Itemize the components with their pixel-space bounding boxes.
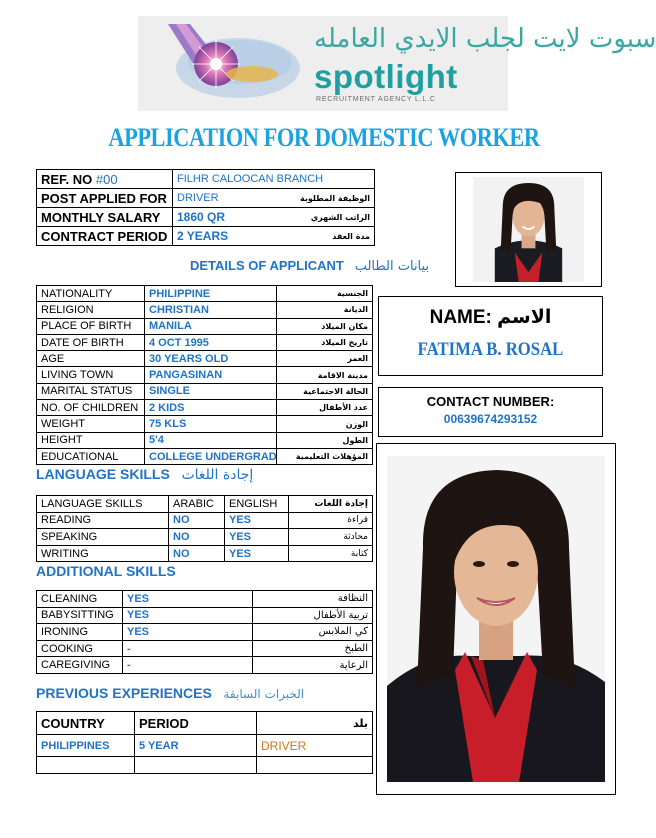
details-heading-text: DETAILS OF APPLICANT bbox=[190, 258, 344, 273]
detail-label: EDUCATIONAL bbox=[37, 448, 145, 464]
contact-label: CONTACT NUMBER: bbox=[426, 394, 555, 409]
contract-value: 2 YEARS bbox=[173, 227, 339, 246]
spotlight-logo-icon bbox=[146, 22, 306, 108]
detail-label: MARITAL STATUS bbox=[37, 383, 145, 399]
lang-header-arabic: إجادة اللغات bbox=[289, 496, 373, 513]
table-row bbox=[37, 189, 375, 208]
skill-label: BABYSITTING bbox=[37, 607, 123, 624]
detail-label: WEIGHT bbox=[37, 416, 145, 432]
detail-arabic: مدينة الاقامة bbox=[277, 367, 373, 383]
language-arabic-value: NO bbox=[169, 545, 225, 562]
salary-arabic: الراتب الشهري bbox=[339, 208, 375, 227]
detail-value: 4 OCT 1995 bbox=[145, 334, 277, 350]
detail-label: DATE OF BIRTH bbox=[37, 334, 145, 350]
name-box bbox=[378, 296, 603, 376]
page-title: APPLICATION FOR DOMESTIC WORKER bbox=[108, 123, 540, 152]
exp-empty-cell bbox=[37, 757, 135, 774]
detail-arabic: الحالة الاجتماعية bbox=[277, 383, 373, 399]
detail-value: PANGASINAN bbox=[145, 367, 277, 383]
applicant-photo-small bbox=[455, 172, 602, 287]
skill-value: YES bbox=[123, 591, 253, 608]
table-row bbox=[37, 208, 375, 227]
additional-table bbox=[36, 590, 373, 674]
applicant-name: FATIMA B. ROSAL bbox=[417, 339, 564, 360]
exp-job: DRIVER bbox=[257, 735, 373, 757]
detail-label: NATIONALITY bbox=[37, 286, 145, 302]
post-arabic: الوظيفة المطلوبة bbox=[339, 189, 375, 208]
name-label-arabic: الاسم bbox=[497, 306, 552, 328]
language-english-value: YES bbox=[225, 529, 289, 546]
language-skill-arabic: كتابة bbox=[289, 545, 373, 562]
company-logo bbox=[138, 16, 656, 111]
detail-arabic: عدد الأطفال bbox=[277, 400, 373, 416]
additional-heading: ADDITIONAL SKILLS bbox=[36, 563, 176, 579]
table-row bbox=[37, 367, 373, 383]
language-skill-arabic: قراءة bbox=[289, 512, 373, 529]
detail-value: SINGLE bbox=[145, 383, 277, 399]
salary-value: 1860 QR bbox=[173, 208, 339, 227]
reference-table bbox=[36, 169, 375, 246]
post-label: POST APPLIED FOR bbox=[37, 189, 173, 208]
lang-header-english-col: ENGLISH bbox=[225, 496, 289, 513]
experience-heading-text: PREVIOUS EXPERIENCES bbox=[36, 685, 212, 701]
table-row bbox=[37, 302, 373, 318]
ref-cell bbox=[37, 170, 173, 189]
detail-label: AGE bbox=[37, 351, 145, 367]
contact-number: 00639674293152 bbox=[443, 412, 538, 426]
skill-value: YES bbox=[123, 624, 253, 641]
skill-arabic: الرعاية bbox=[253, 657, 373, 674]
detail-arabic: الطول bbox=[277, 432, 373, 448]
applicant-photo-small-image bbox=[473, 177, 584, 282]
detail-label: LIVING TOWN bbox=[37, 367, 145, 383]
experience-heading bbox=[36, 685, 304, 701]
lang-header-arabic-col: ARABIC bbox=[169, 496, 225, 513]
lang-header-label: LANGUAGE SKILLS bbox=[37, 496, 169, 513]
detail-value: 75 KLS bbox=[145, 416, 277, 432]
detail-label: RELIGION bbox=[37, 302, 145, 318]
detail-value: 30 YEARS OLD bbox=[145, 351, 277, 367]
skill-label: COOKING bbox=[37, 640, 123, 657]
skill-label: CLEANING bbox=[37, 591, 123, 608]
skill-value: - bbox=[123, 640, 253, 657]
detail-arabic: مكان الميلاد bbox=[277, 318, 373, 334]
language-arabic-value: NO bbox=[169, 512, 225, 529]
table-row bbox=[37, 227, 375, 246]
table-row bbox=[37, 591, 373, 608]
detail-value: COLLEGE UNDERGRAD bbox=[145, 448, 277, 464]
applicant-photo-large bbox=[376, 443, 616, 795]
detail-arabic: الجنسية bbox=[277, 286, 373, 302]
language-heading-text: LANGUAGE SKILLS bbox=[36, 466, 170, 482]
language-skill-label: SPEAKING bbox=[37, 529, 169, 546]
logo-subtitle: RECRUITMENT AGENCY L.L.C bbox=[316, 96, 436, 103]
detail-arabic: تاريخ الميلاد bbox=[277, 334, 373, 350]
exp-country: PHILIPPINES bbox=[37, 735, 135, 757]
skill-arabic: النظافة bbox=[253, 591, 373, 608]
skill-value: - bbox=[123, 657, 253, 674]
exp-period: 5 YEAR bbox=[135, 735, 257, 757]
detail-arabic: الديانة bbox=[277, 302, 373, 318]
details-heading-arabic: بيانات الطالب bbox=[354, 259, 430, 274]
contact-box bbox=[378, 387, 603, 437]
language-heading bbox=[36, 466, 253, 483]
table-row bbox=[37, 432, 373, 448]
detail-value: CHRISTIAN bbox=[145, 302, 277, 318]
language-heading-arabic: إجادة اللغات bbox=[181, 467, 254, 483]
table-row bbox=[37, 383, 373, 399]
table-row bbox=[37, 416, 373, 432]
ref-label: REF. NO bbox=[41, 171, 93, 187]
table-row bbox=[37, 334, 373, 350]
detail-label: HEIGHT bbox=[37, 432, 145, 448]
table-row bbox=[37, 607, 373, 624]
detail-label: PLACE OF BIRTH bbox=[37, 318, 145, 334]
name-label: NAME: bbox=[429, 307, 492, 328]
table-row bbox=[37, 545, 373, 562]
table-row bbox=[37, 496, 373, 513]
name-heading bbox=[379, 306, 602, 329]
detail-value: PHILIPPINE bbox=[145, 286, 277, 302]
contract-label: CONTRACT PERIOD bbox=[37, 227, 173, 246]
table-row bbox=[37, 400, 373, 416]
table-row bbox=[37, 657, 373, 674]
table-row bbox=[37, 529, 373, 546]
table-row bbox=[37, 286, 373, 302]
experience-heading-arabic: الخبرات السابقة bbox=[223, 687, 305, 701]
contract-arabic: مدة العقد bbox=[339, 227, 375, 246]
skill-label: IRONING bbox=[37, 624, 123, 641]
exp-header-country: COUNTRY bbox=[37, 712, 135, 735]
exp-header-arabic: بلد bbox=[257, 712, 373, 735]
table-row bbox=[37, 170, 375, 189]
logo-name: spotlight bbox=[314, 58, 458, 95]
ref-value: #00 bbox=[95, 171, 118, 187]
skill-arabic: كي الملابس bbox=[253, 624, 373, 641]
exp-header-period: PERIOD bbox=[135, 712, 257, 735]
detail-arabic: المؤهلات التعليمية bbox=[277, 448, 373, 464]
detail-value: MANILA bbox=[145, 318, 277, 334]
skill-value: YES bbox=[123, 607, 253, 624]
detail-label: NO. OF CHILDREN bbox=[37, 400, 145, 416]
details-table bbox=[36, 285, 373, 465]
skill-arabic: تربية الأطفال bbox=[253, 607, 373, 624]
detail-value: 5'4 bbox=[145, 432, 277, 448]
logo-arabic-text: سبوت لايت لجلب الايدي العامله bbox=[314, 24, 656, 54]
language-table bbox=[36, 495, 373, 562]
language-arabic-value: NO bbox=[169, 529, 225, 546]
applicant-photo-large-image bbox=[387, 456, 605, 782]
language-skill-label: WRITING bbox=[37, 545, 169, 562]
table-row bbox=[37, 735, 373, 757]
details-heading bbox=[190, 258, 429, 274]
language-skill-label: READING bbox=[37, 512, 169, 529]
table-row bbox=[37, 448, 373, 464]
language-english-value: YES bbox=[225, 545, 289, 562]
language-english-value: YES bbox=[225, 512, 289, 529]
table-row bbox=[37, 712, 373, 735]
table-row bbox=[37, 512, 373, 529]
branch-value: FILHR CALOOCAN BRANCH bbox=[173, 170, 375, 189]
detail-value: 2 KIDS bbox=[145, 400, 277, 416]
salary-label: MONTHLY SALARY bbox=[37, 208, 173, 227]
detail-arabic: العمر bbox=[277, 351, 373, 367]
skill-label: CAREGIVING bbox=[37, 657, 123, 674]
table-row bbox=[37, 351, 373, 367]
detail-arabic: الوزن bbox=[277, 416, 373, 432]
table-row bbox=[37, 624, 373, 641]
exp-empty-cell bbox=[135, 757, 257, 774]
table-row bbox=[37, 640, 373, 657]
exp-empty-cell bbox=[257, 757, 373, 774]
skill-arabic: الطبخ bbox=[253, 640, 373, 657]
table-row bbox=[37, 757, 373, 774]
experience-table bbox=[36, 711, 373, 774]
language-skill-arabic: محادثة bbox=[289, 529, 373, 546]
table-row bbox=[37, 318, 373, 334]
post-value: DRIVER bbox=[173, 189, 339, 208]
